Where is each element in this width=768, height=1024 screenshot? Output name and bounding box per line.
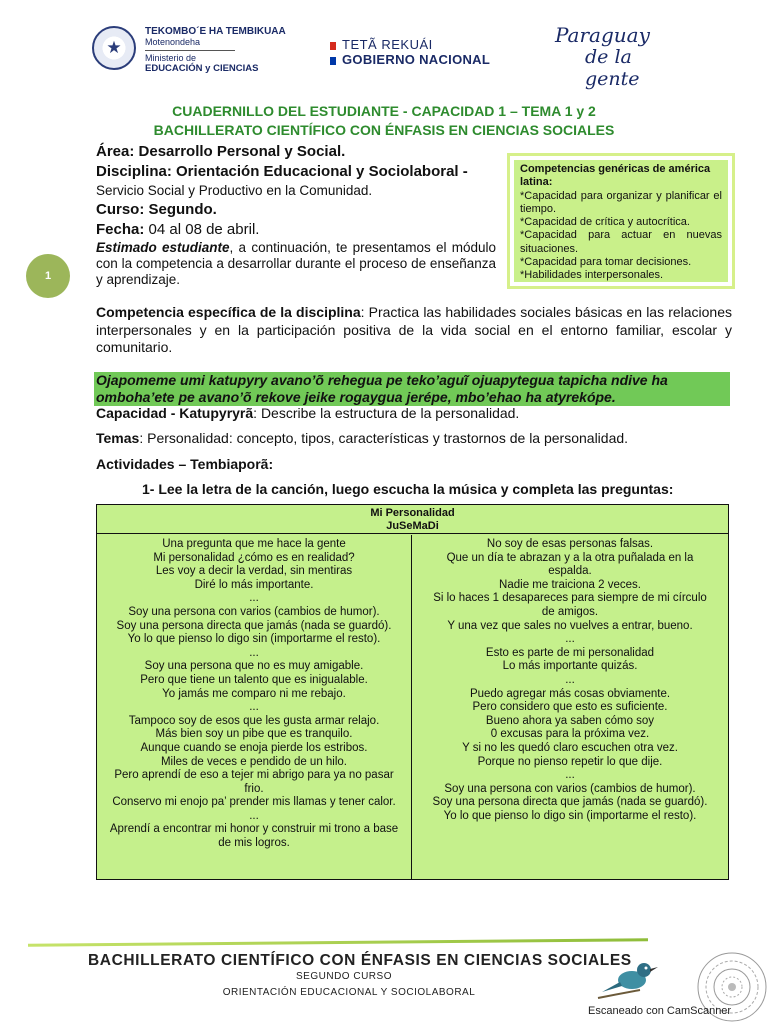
- gov-line1: TETÃ REKUÁI: [342, 37, 433, 52]
- lyric-line: Soy una persona directa que jamás (nada se guardó).: [116, 619, 392, 632]
- song-header: [97, 505, 728, 534]
- footer-title: BACHILLERATO CIENTÍFICO CON ÉNFASIS EN CIENCIAS SOCIALES: [88, 952, 632, 969]
- lyric-line: Soy una persona directa que jamás (nada se guardó).: [432, 796, 708, 809]
- song-artist: JuSeMaDi: [386, 520, 439, 532]
- lyric-line: Si lo haces 1 desapareces para siempre de mi círculo de amigos.: [433, 592, 707, 618]
- fecha-value: 04 al 08 de abril.: [144, 221, 260, 238]
- area-line: Área: Desarrollo Personal y Social.: [96, 143, 346, 160]
- lyrics-right-column: [412, 535, 728, 879]
- lyric-line: ...: [249, 592, 259, 605]
- competencia-item: *Capacidad para tomar decisiones.: [520, 256, 692, 269]
- lyric-line: Más bien soy un pibe que es tranquilo.: [155, 728, 353, 741]
- disciplina-line: Disciplina: Orientación Educacional y Sociolaboral -: [96, 163, 468, 180]
- lyric-line: Bueno ahora ya saben cómo soy: [485, 714, 655, 727]
- camscanner-watermark: Escaneado con CamScanner: [588, 1005, 732, 1017]
- lyric-line: Tampoco soy de esos que les gusta armar relajo.: [128, 714, 380, 727]
- lyric-line: ...: [249, 701, 259, 714]
- fecha-label: Fecha:: [96, 221, 145, 238]
- lyric-line: Y si no les quedó claro escuchen otra vez.: [462, 741, 678, 754]
- page-title: CUADERNILLO DEL ESTUDIANTE - CAPACIDAD 1 – TEMA 1 y 2: [172, 103, 596, 119]
- lyric-line: Conservo mi enojo pa’ prender mis llamas y tener calor.: [112, 796, 396, 809]
- page-subtitle: BACHILLERATO CIENTÍFICO CON ÉNFASIS EN CIENCIAS SOCIALES: [153, 122, 615, 138]
- lyrics-left-column: [97, 535, 412, 879]
- lyric-line: 0 excusas para la próxima vez.: [490, 728, 650, 741]
- lyric-line: ...: [249, 646, 259, 659]
- lyric-line: Mi personalidad ¿cómo es en realidad?: [153, 551, 355, 564]
- competencias-content: [514, 160, 728, 282]
- curso-line: Curso: Segundo.: [96, 201, 217, 218]
- competencias-heading: Competencias genéricas de américa latina:: [520, 163, 711, 189]
- intro-paragraph: [96, 240, 496, 288]
- question-1: 1- Lee la letra de la canción, luego escucha la música y completa las preguntas:: [142, 481, 674, 497]
- competencia-item: *Capacidad de crítica y autocrítica.: [520, 216, 690, 229]
- competencia-item: *Habilidades interpersonales.: [520, 269, 664, 282]
- song-lyrics-table: [96, 504, 729, 880]
- fecha-line: [96, 221, 259, 238]
- competencia-item: *Capacidad para organizar y planificar el tiempo.: [520, 189, 722, 215]
- guarani-competencia: Ojapomeme umi katupyry avano’õ rehegua pe teko’aguĩ ojuapytegua tapicha ndive ha omboha’ete pe avano’õ rekove jeike rogaygua jerépe, mbo’ehao ha atyrekópe.: [94, 372, 730, 406]
- servicio-line: Servicio Social y Productivo en la Comunidad.: [96, 183, 373, 198]
- lyric-line: Soy una persona que no es muy amigable.: [144, 660, 364, 673]
- ministry-seal-icon: ★: [92, 26, 136, 70]
- competencia-item: *Capacidad para actuar en nuevas situaciones.: [520, 229, 722, 255]
- lyric-line: Nadie me traiciona 2 veces.: [499, 578, 641, 591]
- competencia-especifica-label: Competencia específica de la disciplina: [96, 304, 361, 320]
- lyric-line: Yo lo que pienso lo digo sin (importarme el resto).: [127, 633, 381, 646]
- song-title: Mi Personalidad: [370, 507, 455, 519]
- government-logo: [330, 38, 490, 67]
- lyric-line: Lo más importante quizás.: [502, 660, 638, 673]
- lyric-line: ...: [565, 673, 575, 686]
- brand-line2: de la gente: [585, 46, 640, 90]
- lyric-line: Soy una persona con varios (cambios de humor).: [444, 782, 696, 795]
- lyric-line: Les voy a decir la verdad, sin mentiras: [155, 565, 353, 578]
- temas-text: : Personalidad: concepto, tipos, características y trastornos de la personalidad.: [139, 430, 629, 446]
- intro-greeting: Estimado estudiante: [96, 240, 230, 255]
- lyric-line: Puedo agregar más cosas obviamente.: [469, 687, 671, 700]
- ministry-line4: EDUCACIÓN y CIENCIAS: [145, 63, 259, 74]
- lyric-line: No soy de esas personas falsas.: [486, 538, 654, 550]
- lyric-line: ...: [565, 769, 575, 782]
- intro-text: , a continuación, te presentamos el módulo con la competencia a desarrollar durante el proceso de enseñanza y aprendizaje.: [96, 240, 497, 287]
- gov-line2: GOBIERNO NACIONAL: [342, 52, 491, 67]
- lyric-line: Y una vez que sales no vuelves a entrar, bueno.: [447, 619, 693, 632]
- capacidad-label: Capacidad - Katupyryrã: [96, 405, 254, 421]
- lyric-line: Porque no pienso repetir lo que dije.: [477, 755, 663, 768]
- flag-blue-icon: [330, 57, 336, 65]
- competencia-especifica: [96, 304, 732, 357]
- lyric-line: ...: [249, 809, 259, 822]
- lyric-line: Una pregunta que me hace la gente: [162, 538, 346, 550]
- brand-line1: Paraguay: [555, 23, 650, 47]
- footer-subject-text: ORIENTACIÓN EDUCACIONAL Y SOCIOLABORAL: [222, 987, 476, 998]
- lyric-line: Diré lo más importante.: [194, 578, 314, 591]
- lyric-line: Aunque cuando se enoja pierde los estribos.: [140, 741, 368, 754]
- lyric-line: Pero que tiene un talento que es inigualable.: [140, 673, 368, 686]
- ministry-line2: Motenondeha: [145, 37, 201, 47]
- lyric-line: Que un día te abrazan y a la otra puñalada en la espalda.: [446, 551, 694, 578]
- lyric-line: Yo jamás me comparo ni me rebajo.: [162, 687, 346, 700]
- ministry-line1: TEKOMBO´E HA TEMBIKUAA: [145, 26, 286, 37]
- ministry-divider: [145, 50, 235, 51]
- competencias-box: [507, 153, 735, 289]
- lyric-line: Pero aprendí de eso a tejer mi abrigo para ya no pasar frio.: [114, 769, 394, 795]
- capacidad-line: [96, 405, 519, 422]
- footer-course-text: SEGUNDO CURSO: [296, 971, 392, 982]
- lyric-line: Pero considero que esto es suficiente.: [472, 701, 668, 714]
- temas-line: [96, 430, 628, 447]
- footer-stripe: [28, 938, 648, 946]
- lyric-line: Esto es parte de mi personalidad: [485, 646, 655, 659]
- flag-red-icon: [330, 42, 336, 50]
- capacidad-text: : Describe la estructura de la personalidad.: [253, 405, 520, 421]
- lyric-line: Aprendí a encontrar mi honor y construir mi trono a base de mis logros.: [109, 823, 399, 850]
- page-number-badge: 1: [26, 254, 70, 298]
- ministry-line3: Ministerio de: [145, 53, 197, 63]
- ministry-logo-text: [145, 26, 305, 74]
- paraguay-brand-logo: [555, 24, 675, 90]
- competencia-especifica-text: : Practica las habilidades sociales básicas en las relaciones interpersonales y en la participación positiva de la vida social en el entorno familiar, escolar y comunitario.: [96, 304, 733, 355]
- bird-illustration-icon: [588, 950, 668, 1010]
- lyric-line: ...: [565, 633, 575, 646]
- temas-label: Temas: [96, 430, 140, 446]
- lyric-line: Miles de veces e pendido de un hilo.: [160, 755, 348, 768]
- actividades-heading: Actividades – Tembiaporã:: [96, 456, 274, 472]
- lyric-line: Yo lo que pienso lo digo sin (importarme el resto).: [443, 809, 697, 822]
- lyric-line: Soy una persona con varios (cambios de humor).: [128, 605, 380, 618]
